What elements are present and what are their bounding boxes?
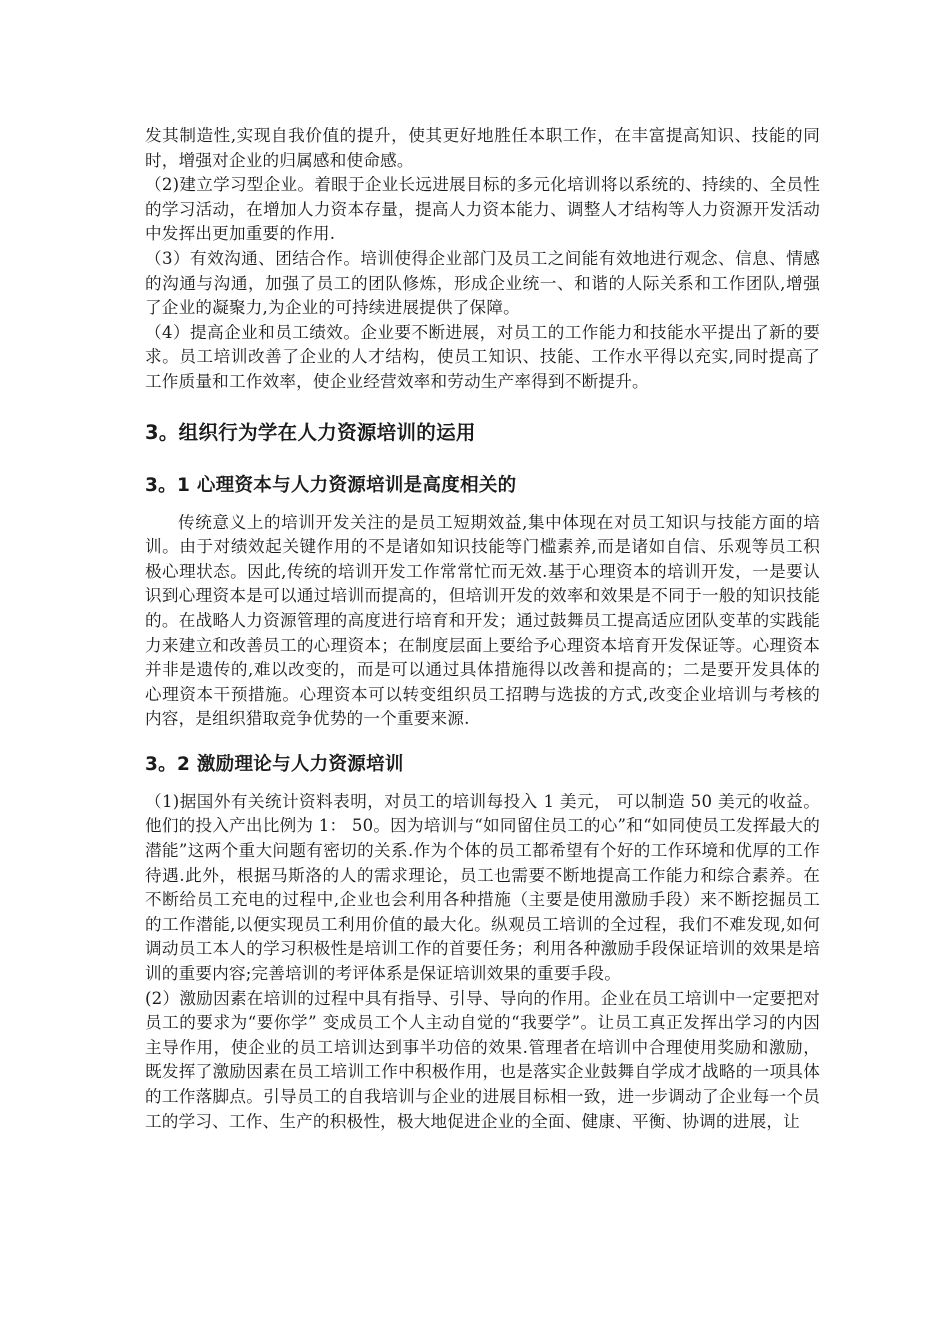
intro-paragraph-1: 发其制造性,实现自我价值的提升，使其更好地胜任本职工作，在丰富提高知识、技能的同时，增强对企业的归属感和使命感。 xyxy=(145,126,820,170)
intro-paragraph-4: （4）提高企业和员工绩效。企业要不断进展，对员工的工作能力和技能水平提出了新的要求。员工培训改善了企业的人才结构，使员工知识、技能、工作水平得以充实,同时提高了工作质量和工作效率，使企业经营效率和劳动生产率得到不断提升。 xyxy=(145,322,820,391)
section-3-2-heading: 3。2 激励理论与人力资源培训 xyxy=(145,753,404,775)
section-3-heading: 3。组织行为学在人力资源培训的运用 xyxy=(145,420,476,444)
intro-paragraph-2: （2)建立学习型企业。着眼于企业长远进展目标的多元化培训将以系统的、持续的、全员性的学习活动，在增加人力资本存量，提高人力资本能力、调整人才结构等人力资源开发活动中发挥出更加重要的作用. xyxy=(145,175,820,244)
section-3-1-paragraph: 传统意义上的培训开发关注的是员工短期效益,集中体现在对员工知识与技能方面的培训。由于对绩效起关键作用的不是诸如知识技能等门槛素养,而是诸如自信、乐观等员工积极心理状态。因此,传统的培训开发工作常常忙而无效.基于心理资本的培训开发，一是要认识到心理资本是可以通过培训而提高的，但培训开发的效率和效果是不同于一般的知识技能的。在战略人力资源管理的高度进行培育和开发；通过鼓舞员工提高适应团队变革的实践能力来建立和改善员工的心理资本；在制度层面上要给予心理资本培育开发保证等。心理资本并非是遗传的,难以改变的，而是可以通过具体措施得以改善和提高的；二是要开发具体的心理资本干预措施。心理资本可以转变组织员工招聘与选拔的方式,改变企业培训与考核的内容，是组织猎取竞争优势的一个重要来源. xyxy=(145,512,820,729)
section-3-1-heading: 3。1 心理资本与人力资源培训是高度相关的 xyxy=(145,474,517,496)
section-3-2-paragraph-2: (2）激励因素在培训的过程中具有指导、引导、导向的作用。企业在员工培训中一定要把对员工的要求为“要你学” 变成员工个人主动自觉的“我要学”。让员工真正发挥出学习的内因主导作用，使企业的员工培训达到事半功倍的效果.管理者在培训中合理使用奖励和激励，既发挥了激励因素在员工培训工作中积极作用，也是落实企业鼓舞自学成才战略的一项具体的工作落脚点。引导员工的自我培训与企业的进展目标相一致，进一步调动了企业每一个员工的学习、工作、生产的积极性，极大地促进企业的全面、健康、平衡、协调的进展，让 xyxy=(145,988,820,1131)
intro-paragraph-3: （3）有效沟通、团结合作。培训使得企业部门及员工之间能有效地进行观念、信息、情感的沟通与沟通，加强了员工的团队修炼，形成企业统一、和谐的人际关系和工作团队,增强了企业的凝聚力,为企业的可持续进展提供了保障。 xyxy=(145,248,820,318)
section-3-2-paragraph-1: （1)据国外有关统计资料表明，对员工的培训每投入 1 美元， 可以制造 50 美元的收益。他们的投入产出比例为 1： 50。因为培训与“如同留住员工的心”和“如同使员工发挥最大的潜能”这两个重大问题有密切的关系.作为个体的员工都希望有个好的工作环境和优厚的工作待遇.此外，根据马斯洛的人的需求理论，员工也需要不断地提高工作能力和综合素养。在不断给员工充电的过程中,企业也会利用各种措施（主要是使用激励手段）来不断挖掘员工的工作潜能,以便实现员工利用价值的最大化。纵观员工培训的全过程，我们不难发现,如何调动员工本人的学习积极性是培训工作的首要任务；利用各种激励手段保证培训的效果是培训的重要内容;完善培训的考评体系是保证培训效果的重要手段。 xyxy=(145,791,820,984)
